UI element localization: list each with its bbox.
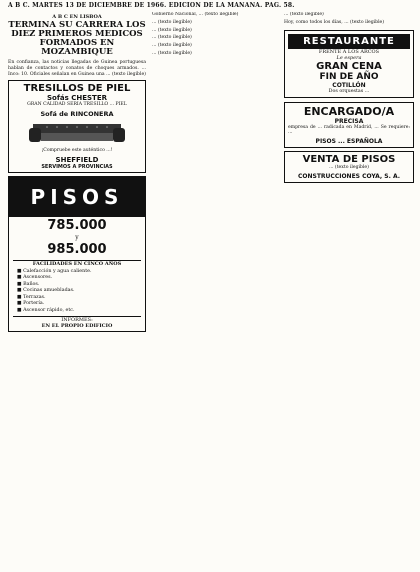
ad-restaurante-line: COTILLÓN xyxy=(332,81,366,89)
ad-venta-title: VENTA DE PISOS xyxy=(302,154,396,166)
ad-restaurante-title: RESTAURANTE xyxy=(288,34,410,49)
column-right xyxy=(284,12,414,570)
ad-encargado-title: ENCARGADO/A xyxy=(303,104,395,118)
ad-encargado-precisa: PRECISA xyxy=(334,117,364,125)
ad-tresillos-subtitle: Sofás CHESTER xyxy=(47,94,107,103)
article-paragraph: ... (texto ilegible) xyxy=(152,50,192,56)
ad-pisos-y: y xyxy=(75,233,79,241)
section-kicker: A B C EN LISBOA xyxy=(52,14,102,20)
article-body: En confianza, las noticias llegadas de Guinea portuguesa hablan de contactos y conatos de choques armados. ... Inco: 10. Oficiales señalan en Guinea una ... (texto ilegible) xyxy=(8,60,146,77)
page-header: A B C. MARTES 13 DE DICIEMBRE DE 1966. EDICION DE LA MAÑANA. PAG. 58. xyxy=(8,2,295,9)
article-paragraph: ... (texto ilegible) xyxy=(152,35,192,41)
article-paragraph: ... (texto ilegible) xyxy=(152,43,192,49)
ad-pisos-feature: ■ Calefacción y agua caliente. xyxy=(17,269,137,276)
ad-encargado-brand: PISOS ... ESPAÑOLA xyxy=(315,138,383,146)
ad-restaurante xyxy=(284,30,414,98)
column-center xyxy=(152,12,278,570)
ad-pisos-features xyxy=(9,269,145,315)
ad-tresillos-footer: SERVIMOS A PROVINCIAS xyxy=(41,163,113,170)
ad-restaurante-line: Le espera xyxy=(336,54,362,61)
ad-restaurante-line: FRENTE A LOS ARCOS xyxy=(318,48,380,55)
ad-pisos-price-2: 985.000 xyxy=(47,241,107,257)
ad-tresillos-sub2: Sofá de RINCONERA xyxy=(40,110,114,119)
article-paragraph: Gobierno Nacional, ... (texto ilegible) xyxy=(152,12,239,17)
ad-pisos-title: PISOS xyxy=(9,177,145,217)
ad-venta-company: CONSTRUCCIONES COYA, S. A. xyxy=(297,172,400,180)
article-paragraph: Hoy, como todos los días, ... (texto ilegible) xyxy=(284,19,385,25)
ad-pisos-footer-1: INFORMES: xyxy=(13,316,141,323)
ad-venta-line: ... (texto ilegible) xyxy=(329,165,369,171)
column-left xyxy=(8,12,146,570)
article-paragraph: ... (texto ilegible) xyxy=(152,27,192,33)
ad-pisos-price-1: 785.000 xyxy=(47,217,107,233)
ad-tresillos-line1: GRAN CALIDAD SERIA TRESILLO ... PIEL xyxy=(27,102,127,108)
ad-tresillos-line2: ¡Compruebe este auténtico ...! xyxy=(41,148,113,154)
ad-venta-pisos xyxy=(284,151,414,183)
ad-restaurante-line: Dos orquestas ... xyxy=(328,88,370,94)
ad-tresillos xyxy=(8,80,146,173)
ad-encargado xyxy=(284,102,414,149)
ad-pisos xyxy=(8,176,146,333)
article-paragraph: ... (texto ilegible) xyxy=(284,12,324,17)
ad-pisos-feature: ■ Cocinas amuebladas. xyxy=(17,288,137,295)
ad-pisos-feature: ■ Ascensor rápido, etc. xyxy=(17,308,137,315)
ad-pisos-facilities: FACILIDADES EN CINCO AÑOS xyxy=(13,260,141,267)
ad-pisos-feature: ■ Ascensores. xyxy=(17,275,137,282)
ad-pisos-feature: ■ Terrazas. xyxy=(17,295,137,302)
ad-pisos-feature: ■ Baños. xyxy=(17,282,137,289)
main-headline: TERMINA SU CARRERA LOS DIEZ PRIMEROS MEDICOS FORMADOS EN MOZAMBIQUE xyxy=(8,20,146,57)
ad-restaurante-line: FIN DE AÑO xyxy=(319,71,379,82)
ad-pisos-feature: ■ Portería. xyxy=(17,301,137,308)
ad-tresillos-title: TRESILLOS DE PIEL xyxy=(23,83,131,95)
ad-encargado-body: empresa de ... radicada en Madrid, ... Se requiere: ... xyxy=(288,124,410,136)
sofa-illustration xyxy=(27,120,127,146)
ad-restaurante-line: GRAN CENA xyxy=(316,60,382,72)
ad-tresillos-brand: SHEFFIELD xyxy=(55,155,99,164)
ad-pisos-footer-2: EN EL PROPIO EDIFICIO xyxy=(41,323,113,330)
article-paragraph: ... (texto ilegible) xyxy=(152,19,192,25)
